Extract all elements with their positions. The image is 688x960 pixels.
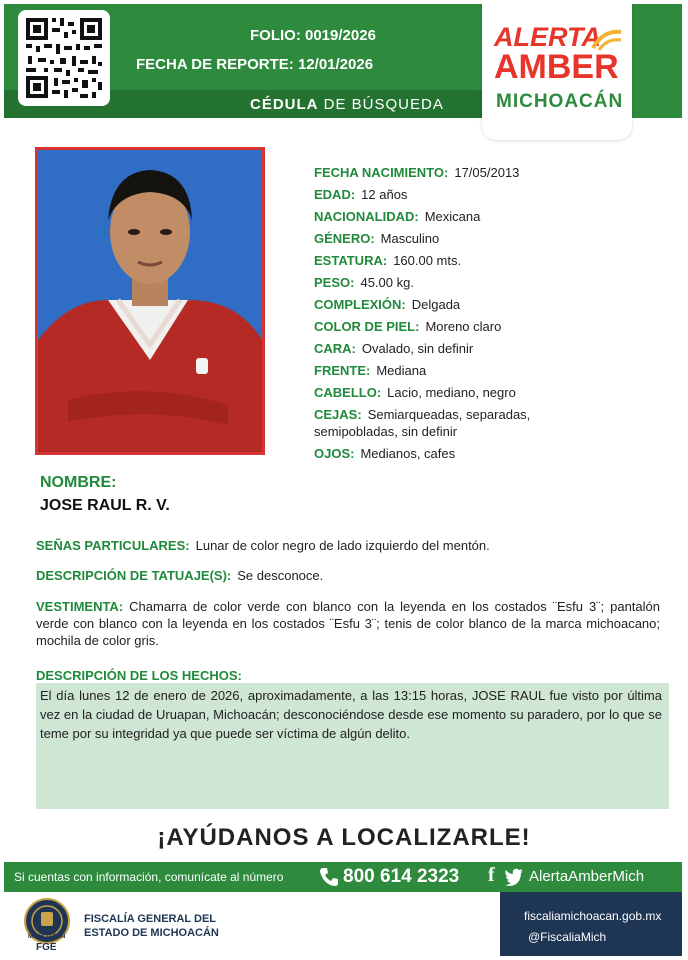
detail-value: 160.00 mts.: [393, 253, 462, 268]
qr-code-icon: [18, 10, 110, 106]
facebook-icon[interactable]: f: [488, 864, 495, 886]
detail-cabello: [314, 385, 516, 400]
detail-value: 45.00 kg.: [360, 275, 414, 290]
tatuajes-value: Se desconoce.: [237, 568, 324, 583]
detail-nacionalidad: [314, 209, 480, 224]
seal-fge-text: FGE: [36, 942, 57, 953]
logo-amber-text: AMBER: [494, 48, 619, 86]
hechos-heading: [36, 668, 248, 683]
detail-label: EDAD:: [314, 187, 356, 202]
detail-value: Lacio, mediano, negro: [387, 385, 516, 400]
detail-complexion: [314, 297, 460, 312]
hechos-label: DESCRIPCIÓN DE LOS HECHOS:: [36, 668, 242, 683]
detail-label: CABELLO:: [314, 385, 382, 400]
detail-cejas-cont: [314, 424, 457, 439]
footer-left: [4, 892, 500, 956]
contact-text: Si cuentas con información, comunícate al número: [14, 870, 284, 884]
detail-value-cont: semipobladas, sin definir: [314, 424, 458, 439]
fiscalia-line2: ESTADO DE MICHOACÁN: [84, 927, 219, 939]
detail-label: NACIONALIDAD:: [314, 209, 419, 224]
contact-phone[interactable]: 800 614 2323: [343, 866, 460, 887]
detail-estatura: [314, 253, 461, 268]
missing-person-photo: [35, 147, 265, 455]
detail-label: COMPLEXIÓN:: [314, 297, 406, 312]
detail-label: CARA:: [314, 341, 356, 356]
detail-color-piel: [314, 319, 501, 334]
logo-alerta-text: ALERTA: [494, 22, 601, 52]
nombre-value: JOSE RAUL R. V.: [40, 497, 170, 514]
detail-value: Ovalado, sin definir: [361, 341, 474, 356]
logo-michoacan-text: MICHOACÁN: [496, 91, 624, 112]
detail-label: FRENTE:: [314, 363, 371, 378]
detail-peso: [314, 275, 414, 290]
detail-value: Semiarqueadas, separadas,: [367, 407, 531, 422]
seal-sub: MICHOACÁN: [28, 934, 66, 940]
detail-value: Delgada: [411, 297, 461, 312]
tatuajes-label: DESCRIPCIÓN DE TATUAJE(S):: [36, 568, 232, 583]
footer-right: [500, 892, 682, 956]
senas-label: SEÑAS PARTICULARES:: [36, 538, 190, 553]
detail-label: GÉNERO:: [314, 231, 375, 246]
qr-code[interactable]: [18, 10, 110, 106]
senas-particulares: [36, 538, 490, 553]
detail-label: OJOS:: [314, 446, 355, 461]
fiscalia-name: [84, 912, 219, 940]
detail-cara: [314, 341, 473, 356]
detail-edad: [314, 187, 407, 202]
vestimenta-value: Chamarra de color verde con blanco con la leyenda en los costados ¨Esfu 3¨; pantalón verde con blanco con la leyenda en los costados ¨Esfu 3¨; tenis de color blanco de la marca michoacano; mochila de color gris.: [36, 599, 660, 648]
detail-value: Mexicana: [424, 209, 481, 224]
phone-icon: [318, 866, 340, 888]
twitter-icon[interactable]: [504, 868, 524, 886]
fecha-reporte-value: 12/01/2026: [297, 56, 374, 73]
nombre-label: NOMBRE:: [40, 474, 117, 491]
vestimenta-label: VESTIMENTA:: [36, 599, 124, 614]
tatuajes: [36, 568, 323, 583]
detail-value: Mediana: [376, 363, 427, 378]
fiscalia-line1: FISCALÍA GENERAL DEL: [84, 913, 217, 925]
cta-heading: ¡AYÚDANOS A LOCALIZARLE!: [157, 824, 531, 851]
cedula-bold: CÉDULA: [250, 96, 319, 113]
detail-label: ESTATURA:: [314, 253, 388, 268]
detail-frente: [314, 363, 426, 378]
detail-value: 12 años: [361, 187, 408, 202]
folio: [250, 27, 376, 44]
detail-label: CEJAS:: [314, 407, 362, 422]
fecha-reporte-label: FECHA DE REPORTE:: [136, 56, 294, 73]
senas-value: Lunar de color negro de lado izquierdo del mentón.: [195, 538, 490, 553]
hechos-text: El día lunes 12 de enero de 2026, aproximadamente, a las 13:15 horas, JOSE RAUL fue visto por última vez en la ciudad de Uruapan, Michoacán; desconociéndose desde ese momento su paradero, por lo que se teme por su integridad ya que puede ser víctima de algún delito.: [40, 688, 662, 741]
detail-cejas: [314, 407, 530, 422]
detail-genero: [314, 231, 439, 246]
cedula-title: [250, 96, 444, 113]
detail-label: FECHA NACIMIENTO:: [314, 165, 449, 180]
folio-label: FOLIO:: [250, 27, 301, 44]
twitter-link[interactable]: @FiscaliaMich: [528, 930, 607, 944]
folio-value: 0019/2026: [305, 27, 376, 44]
detail-value: Moreno claro: [425, 319, 502, 334]
detail-fecha-nacimiento: [314, 165, 519, 180]
detail-value: 17/05/2013: [454, 165, 520, 180]
detail-label: PESO:: [314, 275, 355, 290]
social-handle[interactable]: AlertaAmberMich: [529, 868, 645, 885]
detail-value: Masculino: [380, 231, 440, 246]
detail-ojos: [314, 446, 455, 461]
cedula-rest: DE BÚSQUEDA: [323, 96, 444, 113]
website-link[interactable]: fiscaliamichoacan.gob.mx: [524, 909, 662, 923]
vestimenta: [36, 598, 660, 649]
fecha-reporte: [136, 56, 373, 73]
person-portrait-image: [38, 150, 262, 452]
detail-label: COLOR DE PIEL:: [314, 319, 420, 334]
detail-value: Medianos, cafes: [360, 446, 456, 461]
